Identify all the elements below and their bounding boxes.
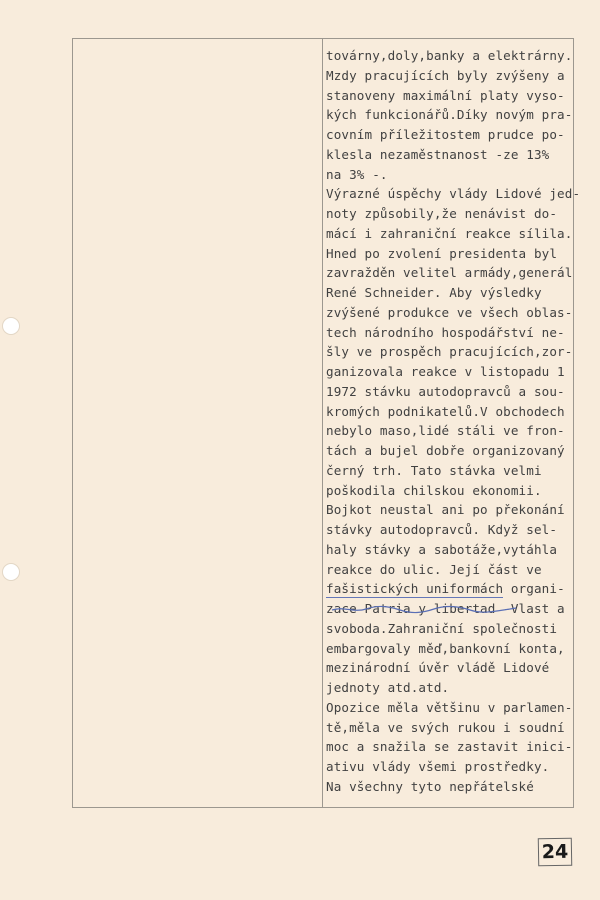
text-line: haly stávky a sabotáže,vytáhla [326,541,558,557]
text-line: kromých podnikatelů.V obchodech [326,403,565,419]
text-line-underlined [326,579,600,599]
text-line: Bojkot neustal ani po překonání [326,502,565,518]
text-line: René Schneider. Aby výsledky [326,285,542,300]
column-divider [322,38,323,808]
text-line: svoboda.Zahraniční společnosti [326,620,558,636]
handwritten-underline-scribble [330,604,520,614]
text-line: tách a bujel dobře organizovaný [326,443,565,458]
text-line: tě,měla ve svých rukou i soudní [326,719,565,735]
text-line: moc a snažila se zastavit inici- [326,739,573,755]
text-line: jednoty atd.atd. [326,680,450,695]
text-line: šly ve prospěch pracujících,zor- [326,344,573,360]
text-line: na 3% -. [326,166,388,182]
page-number: 24 [538,838,572,867]
punch-hole-top [2,317,20,335]
text-line: černý trh. Tato stávka velmi [326,462,542,478]
text-line: stávky autodopravců. Když sel- [326,522,558,537]
text-line: zace Patria y libertad -Vlast a [326,601,565,616]
text-line: 1972 stávku autodopravců a sou- [326,383,565,399]
text-line: Na všechny tyto nepřátelské [326,778,534,794]
text-line: kých funkcionářů.Díky novým pra- [326,107,573,123]
text-line-remainder: organi- [503,581,565,597]
text-line: Výrazné úspěchy vlády Lidové jed- [326,186,581,202]
text-line: mácí i zahraniční reakce sílila. [326,225,573,241]
text-line: nebylo maso,lidé stáli ve fron- [326,423,565,439]
text-line: poškodila chilskou ekonomii. [326,482,542,498]
text-line: Opozice měla většinu v parlamen- [326,699,573,715]
text-line: embargovaly měď,bankovní konta, [326,640,565,656]
text-line: zvýšené produkce ve všech oblas- [326,304,573,320]
underlined-phrase: fašistických uniformách [326,581,504,597]
text-line: ativu vlády všemi prostředky. [326,759,550,774]
text-line: stanoveny maximální platy vyso- [326,87,565,103]
text-line: noty způsobily,že nenávist do- [326,206,558,221]
text-line: klesla nezaměstnanost -ze 13% [326,146,550,162]
punch-hole-bottom [2,563,20,581]
text-line: reakce do ulic. Její část ve [326,561,542,577]
text-line: Hned po zvolení presidenta byl [326,245,558,261]
text-line: ganizovala reakce v listopadu 1 [326,364,565,379]
text-line: továrny,doly,banky a elektrárny. [326,48,573,63]
text-line: mezinárodní úvěr vládě Lidové [326,660,550,676]
text-line: zavražděn velitel armády,generál [326,265,573,281]
typewritten-text-column [326,46,600,797]
text-line: tech národního hospodářství ne- [326,324,565,340]
text-line: Mzdy pracujících byly zvýšeny a [326,67,565,83]
text-line: covním příležitostem prudce po- [326,127,565,142]
